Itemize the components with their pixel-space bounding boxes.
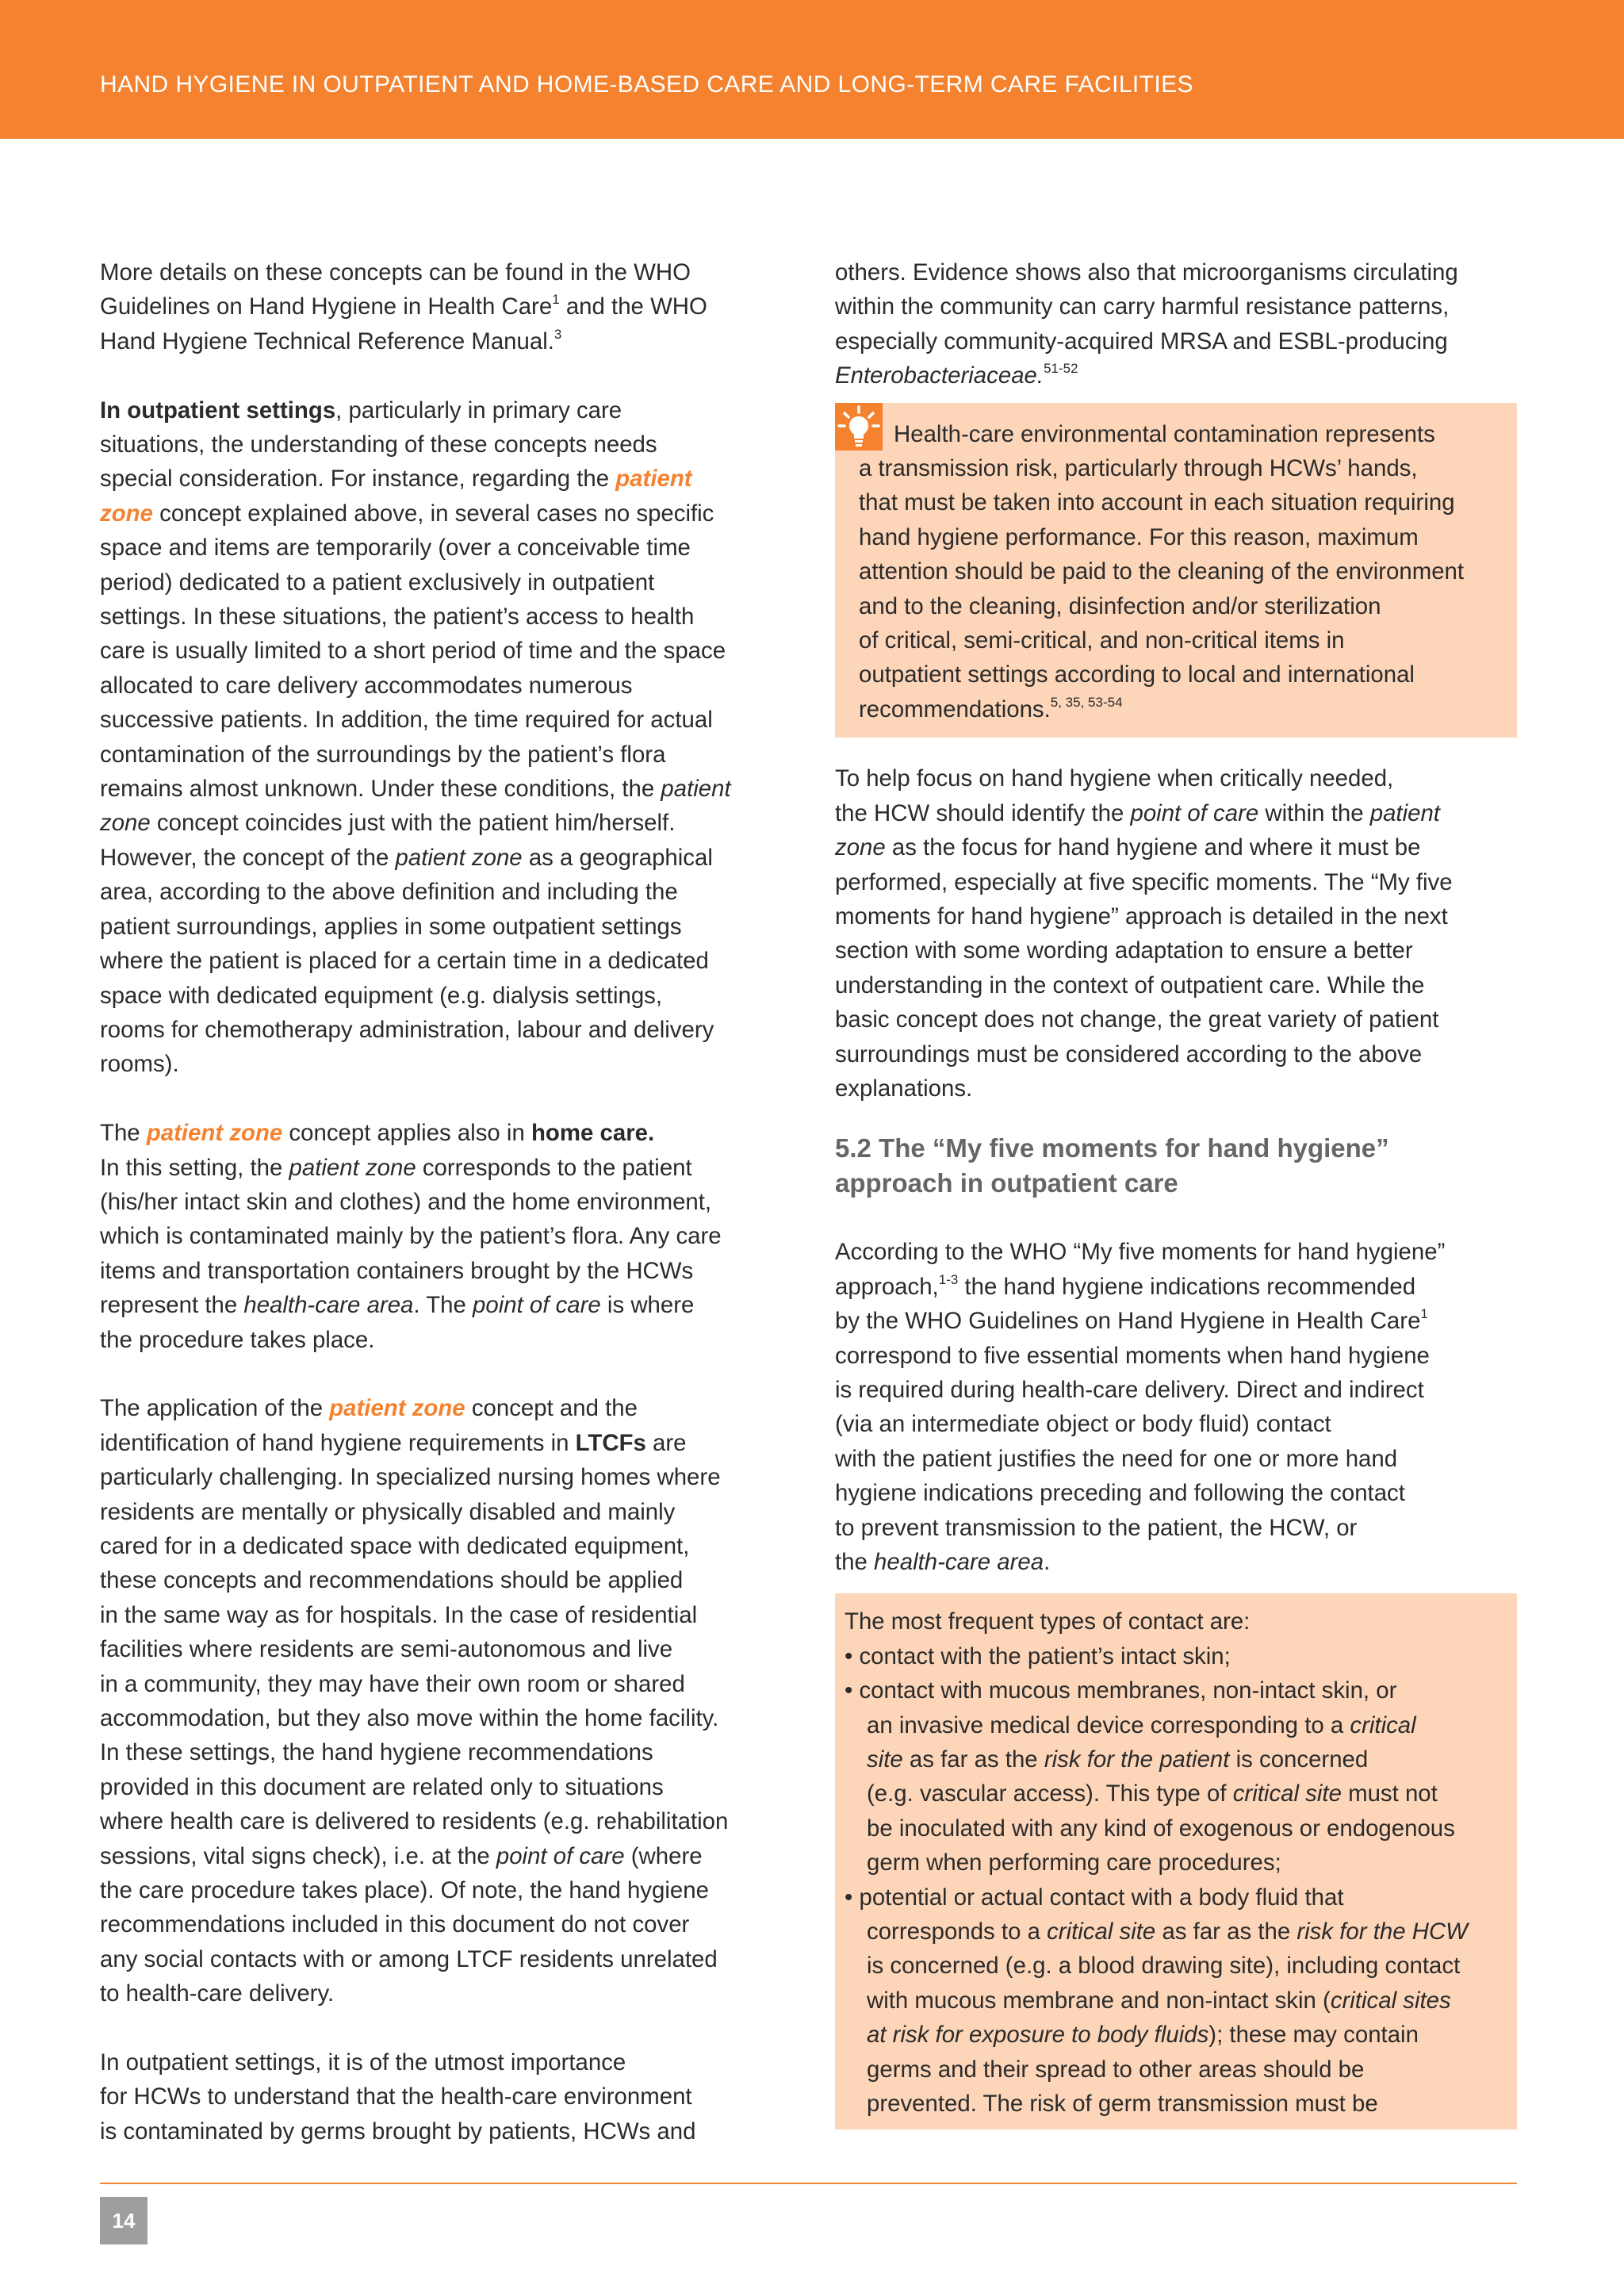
header-title: HAND HYGIENE IN OUTPATIENT AND HOME-BASED CARE AND LONG-TERM CARE FACILITIES — [100, 71, 1193, 98]
section-heading: 5.2 The “My five moments for hand hygiene” approach in outpatient care — [835, 1133, 1389, 1198]
paragraph-more-details: More details on these concepts can be found in the WHO Guidelines on Hand Hygiene in Health Care$^1$ and the WHO Hand Hygiene Technical Reference Manual.$^3$ — [100, 259, 707, 355]
contact-intro: The most frequent types of contact are: — [845, 1608, 1251, 1635]
paragraph-evidence: others. Evidence shows also that microorganisms circulating within the community can carry harmful resistance patterns, especially community-acquired MRSA and ESBL-producing Enterobacteriaceae.$^{51-52}$ — [835, 259, 1458, 389]
contact-types-box — [835, 1593, 1517, 2129]
paragraph-home-care: The patient zone concept applies also in home care. In this setting, the patient zone corresponds to the patient (his/her intact skin and clothes) and the home environment, which is contaminated mainly by the patient’s flora. Any care items and transportation containers brought by the HCWs represent the health-care area. The point of care is where the procedure takes place. — [100, 1120, 722, 1353]
right-column — [835, 255, 1517, 2129]
paragraph-point-of-care: To help focus on hand hygiene when critically needed, the HCW should identify the point of care within the patient zone as the focus for hand hygiene and where it must be performed, especially at five specific moments. The “My five moments for hand hygiene” approach is detailed in the next section with some wording adaptation to ensure a better understanding in the context of outpatient care. While the basic concept does not change, the great variety of patient surroundings must be considered according to the above explanations. — [835, 765, 1453, 1102]
paragraph-environment: In outpatient settings, it is of the utmost importance for HCWs to understand that the health-care environment is contaminated by germs brought by patients, HCWs and — [100, 2049, 696, 2145]
footer-divider — [100, 2183, 1517, 2184]
list-item: • contact with the patient’s intact skin; — [845, 1642, 1231, 1669]
list-item: • potential or actual contact with a body fluid that corresponds to a critical site as far as the risk for the HCW is concerned (e.g. a blood drawing site), including contact with mucous membrane and non-intact skin (critical sites at risk for exposure to body fluids); these may contain germs and their spread to other areas should be prevented. The risk of germ transmission must be — [845, 1884, 1468, 2118]
page-number: 14 — [100, 2197, 147, 2244]
paragraph-outpatient-settings: In outpatient settings, particularly in primary care situations, the understanding of these concepts needs special consideration. For instance, regarding the patient zone concept explained above, in several cases no specific space and items are temporarily (over a conceivable time period) dedicated to a patient exclusively in outpatient settings. In these situations, the patient’s access to health care is usually limited to a short period of time and the space allocated to care delivery accommodates numerous successive patients. In addition, the time required for actual contamination of the surroundings by the patient’s flora remains almost unknown. Under these conditions, the patient zone concept coincides just with the patient him/herself. However, the concept of the patient zone as a geographical area, according to the above definition and including the patient surroundings, applies in some outpatient settings where the patient is placed for a certain time in a dedicated space with dedicated equipment (e.g. dialysis settings, rooms for chemotherapy administration, labour and delivery rooms). — [100, 397, 731, 1078]
paragraph-ltcfs: The application of the patient zone concept and the identification of hand hygiene requirements in LTCFs are particularly challenging. In specialized nursing homes where residents are mentally or physically disabled and mainly cared for in a dedicated space with dedicated equipment, these concepts and recommendations should be applied in the same way as for hospitals. In the case of residential facilities where residents are semi-autonomous and live in a community, they may have their own room or shared accommodation, but they also move within the home facility. In these settings, the hand hygiene recommendations provided in this document are related only to situations where health care is delivered to residents (e.g. rehabilitation sessions, vital signs check), i.e. at the point of care (where the care procedure takes place). Of note, the hand hygiene recommendations included in this document do not cover any social contacts with or among LTCF residents unrelated to health-care delivery. — [100, 1395, 729, 2007]
key-note-box: Health-care environmental contamination represents a transmission risk, particularly through HCWs’ hands, that must be taken into account in each situation requiring hand hygiene performance. For this reason, maximum attention should be paid to the cleaning of the environment and to the cleaning, disinfection and/or sterilization of critical, semi-critical, and non-critical items in outpatient settings according to local and international recommendations.$^{5, 35, 53-54}$ — [835, 403, 1517, 738]
list-item: • contact with mucous membranes, non-intact skin, or an invasive medical device corresponding to a critical site as far as the risk for the patient is concerned (e.g. vascular access). This type of critical site must not be inoculated with any kind of exogenous or endogenous germ when performing care procedures; — [845, 1677, 1455, 1876]
lightbulb-icon — [835, 403, 883, 450]
left-column — [100, 255, 790, 2148]
page-header — [0, 0, 1624, 139]
paragraph-five-moments: According to the WHO “My five moments for hand hygiene” approach,$^{1-3}$ the hand hygiene indications recommended by the WHO Guidelines on Hand Hygiene in Health Care$^1$ correspond to five essential moments when hand hygiene is required during health-care delivery. Direct and indirect (via an intermediate object or body fluid) contact with the patient justifies the need for one or more hand hygiene indications preceding and following the contact to prevent transmission to the patient, the HCW, or the health-care area. — [835, 1239, 1446, 1575]
